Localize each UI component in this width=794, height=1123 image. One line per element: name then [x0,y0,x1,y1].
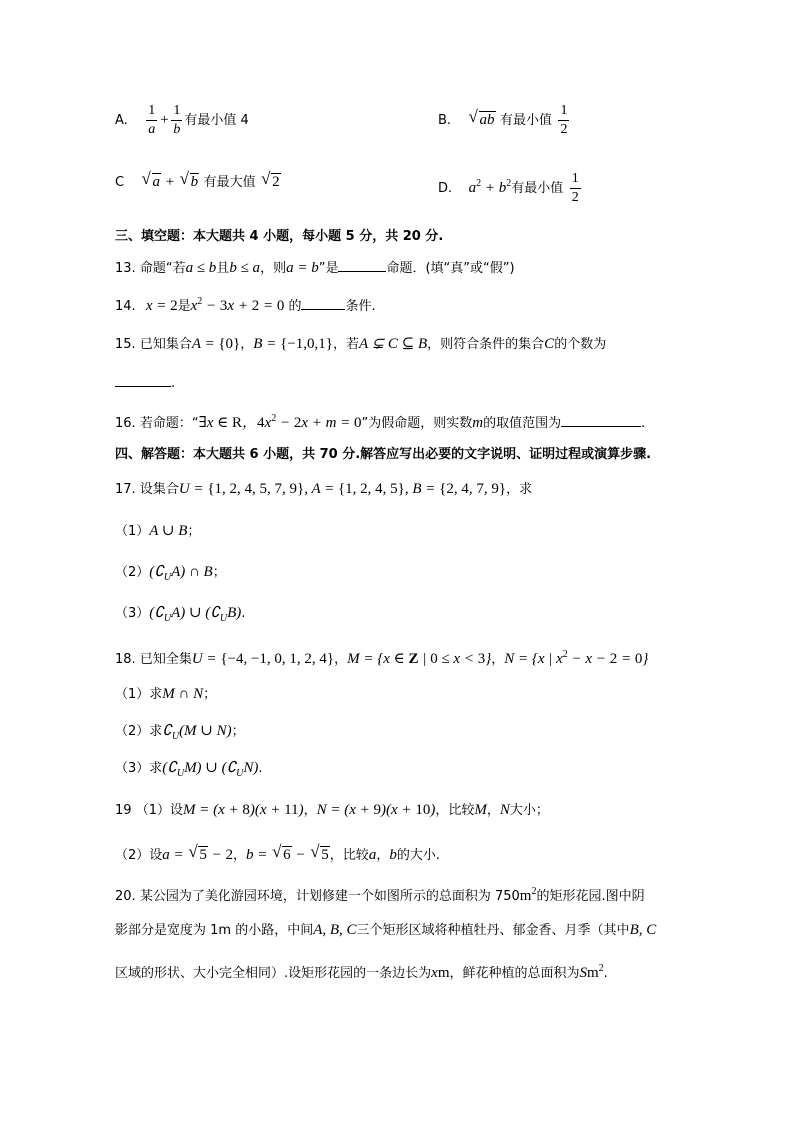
q20-line-1: 某公园为了美化游园环境，计划修建一个如图所示的总面积为 750 [139,889,520,904]
q14-text-3: 条件. [345,299,376,314]
q13-text-1: 命题“若 [139,261,186,276]
q14-text-2: 的 [288,299,302,314]
q20-number: 20. [115,889,136,904]
q18-part-3-label: （3）求 [115,761,163,776]
option-b-label: B. [438,112,452,128]
option-c-label: C [115,175,125,190]
q20-line-3b: ，鲜花种植的总面积为 [449,966,580,981]
q18-part-2-label: （2）求 [115,724,163,739]
q17-text-1: 设集合 [139,482,179,497]
q13-text-4: ”是 [318,261,339,276]
option-c-text: 有最大值 [203,175,256,190]
q20-line-2b: 三个矩形区域将种植牡丹、郁金香、月季（其中 [356,923,630,938]
q13-text-5: 命题．(填“真”或“假”) [386,261,515,276]
q18-part-1-label: （1）求 [115,687,163,702]
q19-text-3: ，比较 [329,848,369,863]
q15-blank[interactable] [115,372,171,387]
q17-part-2-label: （2） [115,565,150,580]
q18-part-3: （3）求$(∁_UM)$ ∪ $(∁_UN)$. [115,760,263,779]
question-15: 15. 已知集合A = {0}，B = {−1,0,1}，若A ⊊ C ⊆ B，则符合条件的集合C的个数为 [115,336,607,352]
q13-text-2: 且 [216,261,230,276]
q18-number: 18. [115,652,136,667]
q15-text-4: 的个数为 [554,337,607,352]
q16-blank[interactable] [561,412,641,427]
q17-part-1: （1）A ∪ B； [115,523,201,539]
option-a-formula: $\frac{1}{a}$ + $\frac{1}{b}$ [148,103,181,137]
q16-number: 16. [115,416,136,431]
q14-number: 14. [115,299,136,314]
q19-part-1-label: （1）设 [135,803,183,818]
q15-text-3: ，则符合条件的集合 [427,337,545,352]
q20-line-1b: 的矩形花园.图中阴 [536,889,645,904]
q20-line-3-row: 区域的形状、大小完全相同）.设矩形花园的一条边长为xm，鲜花种植的总面积为Sm$^2$. [115,963,608,981]
q19-part-2: （2）设a = √ 5 − 2，b = √ 6 − √ 5，比较a，b的大小. [115,845,440,866]
q20-line-2: 影部分是宽度为 1m 的小路，中间 [115,923,314,938]
option-d-text: 有最小值 [511,180,564,196]
q14-text-1: 是 [177,299,191,314]
option-d-value: $\frac{1}{2}$ [571,171,579,205]
q20-line-2-row: 影部分是宽度为 1m 的小路，中间A, B, C三个矩形区域将种植牡丹、郁金香、月季（其中B, C [115,922,657,938]
q16-text-1: 若命题：“ [139,416,199,431]
q13-text-3: ，则 [260,261,287,276]
q17-part-3-label: （3） [115,606,150,621]
q17-text-2: ，求 [506,482,533,497]
option-b-value: $\frac{1}{2}$ [560,103,568,137]
question-18: 18. 已知全集U = {−4, −1, 0, 1, 2, 4}，M = {x ∈ Z | 0 ≤ x < 3}，N = {x | $x^2 - x - 2 = 0$} [115,649,649,667]
option-b [438,104,571,137]
option-a-label: A. [115,112,128,128]
option-b-formula: √ ab [468,112,496,128]
option-c [115,172,281,193]
question-20: 20. 某公园为了美化游园环境，计划修建一个如图所示的总面积为 $750m^2$的矩形花园.图中阴 [115,886,645,904]
option-d-formula: $a^2 + b^2$ [468,177,512,196]
q16-text-3: 的取值范围为 [483,416,562,431]
q17-part-3: $(3)(∁_UA)$ ∪ $(∁_UB)$. [115,605,246,624]
question-17: 17. 设集合U = {1, 2, 4, 5, 7, 9}, A = {1, 2, 4, 5}, B = {2, 4, 7, 9}，求 [115,481,533,497]
question-19: 19 （1）设M = (x + 8)(x + 11)，N = (x + 9)(x + 10)，比较M，N大小； [115,802,549,818]
option-a [115,104,249,137]
option-c-value: √ 2 [260,174,281,190]
q19-text-2: 大小； [509,803,549,818]
q19-text-4: 的大小. [396,848,440,863]
q19-number: 19 [115,803,132,818]
section-4-heading: 四、解答题：本大题共 6 小题，共 70 分.解答应写出必要的文字说明、证明过程或演算步骤. [115,447,652,462]
q13-number: 13. [115,261,136,276]
q18-part-1: （1）求M ∩ N； [115,686,217,702]
q15-number: 15. [115,337,136,352]
q14-blank[interactable] [301,295,345,310]
q19-text-1: ，比较 [435,803,475,818]
q15-text-2: ，若 [332,337,359,352]
question-14: 14. x = 2是$x^2 - 3x + 2 = 0$ 的 条件. [115,296,376,314]
question-16: 16. 若命题：“∃x ∈ R，$4x^2 - 2x + m = 0$”为假命题，则实数m的取值范围为 . [115,413,646,431]
option-d [438,172,583,205]
q18-part-2: （2）求$∁_U(M$ ∪ N)； [115,723,245,742]
q13-blank[interactable] [338,257,386,272]
option-c-formula: √ a + √ b [141,174,200,190]
option-b-text: 有最小值 [499,112,552,128]
q19-part-2-label: （2）设 [115,848,163,863]
option-a-text: 有最小值 4 [184,112,249,128]
q16-text-2: ”为假命题，则实数 [361,416,473,431]
q17-number: 17. [115,482,136,497]
q15-text-1: 已知集合 [139,337,192,352]
q17-part-2: $(2)(∁_UA)$ ∩ B； [115,564,226,583]
q15-answer-line: . [115,372,175,394]
q20-line-3: 区域的形状、大小完全相同）.设矩形花园的一条边长为 [115,966,432,981]
option-d-label: D. [438,180,453,196]
q17-part-1-label: （1） [115,524,150,539]
section-3-heading: 三、填空题：本大题共 4 小题，每小题 5 分，共 20 分. [115,229,444,244]
q18-text-1: 已知全集 [139,652,192,667]
question-13: 13. 命题“若a ≤ b且b ≤ a，则a = b”是 命题．(填“真”或“假”) [115,257,515,279]
